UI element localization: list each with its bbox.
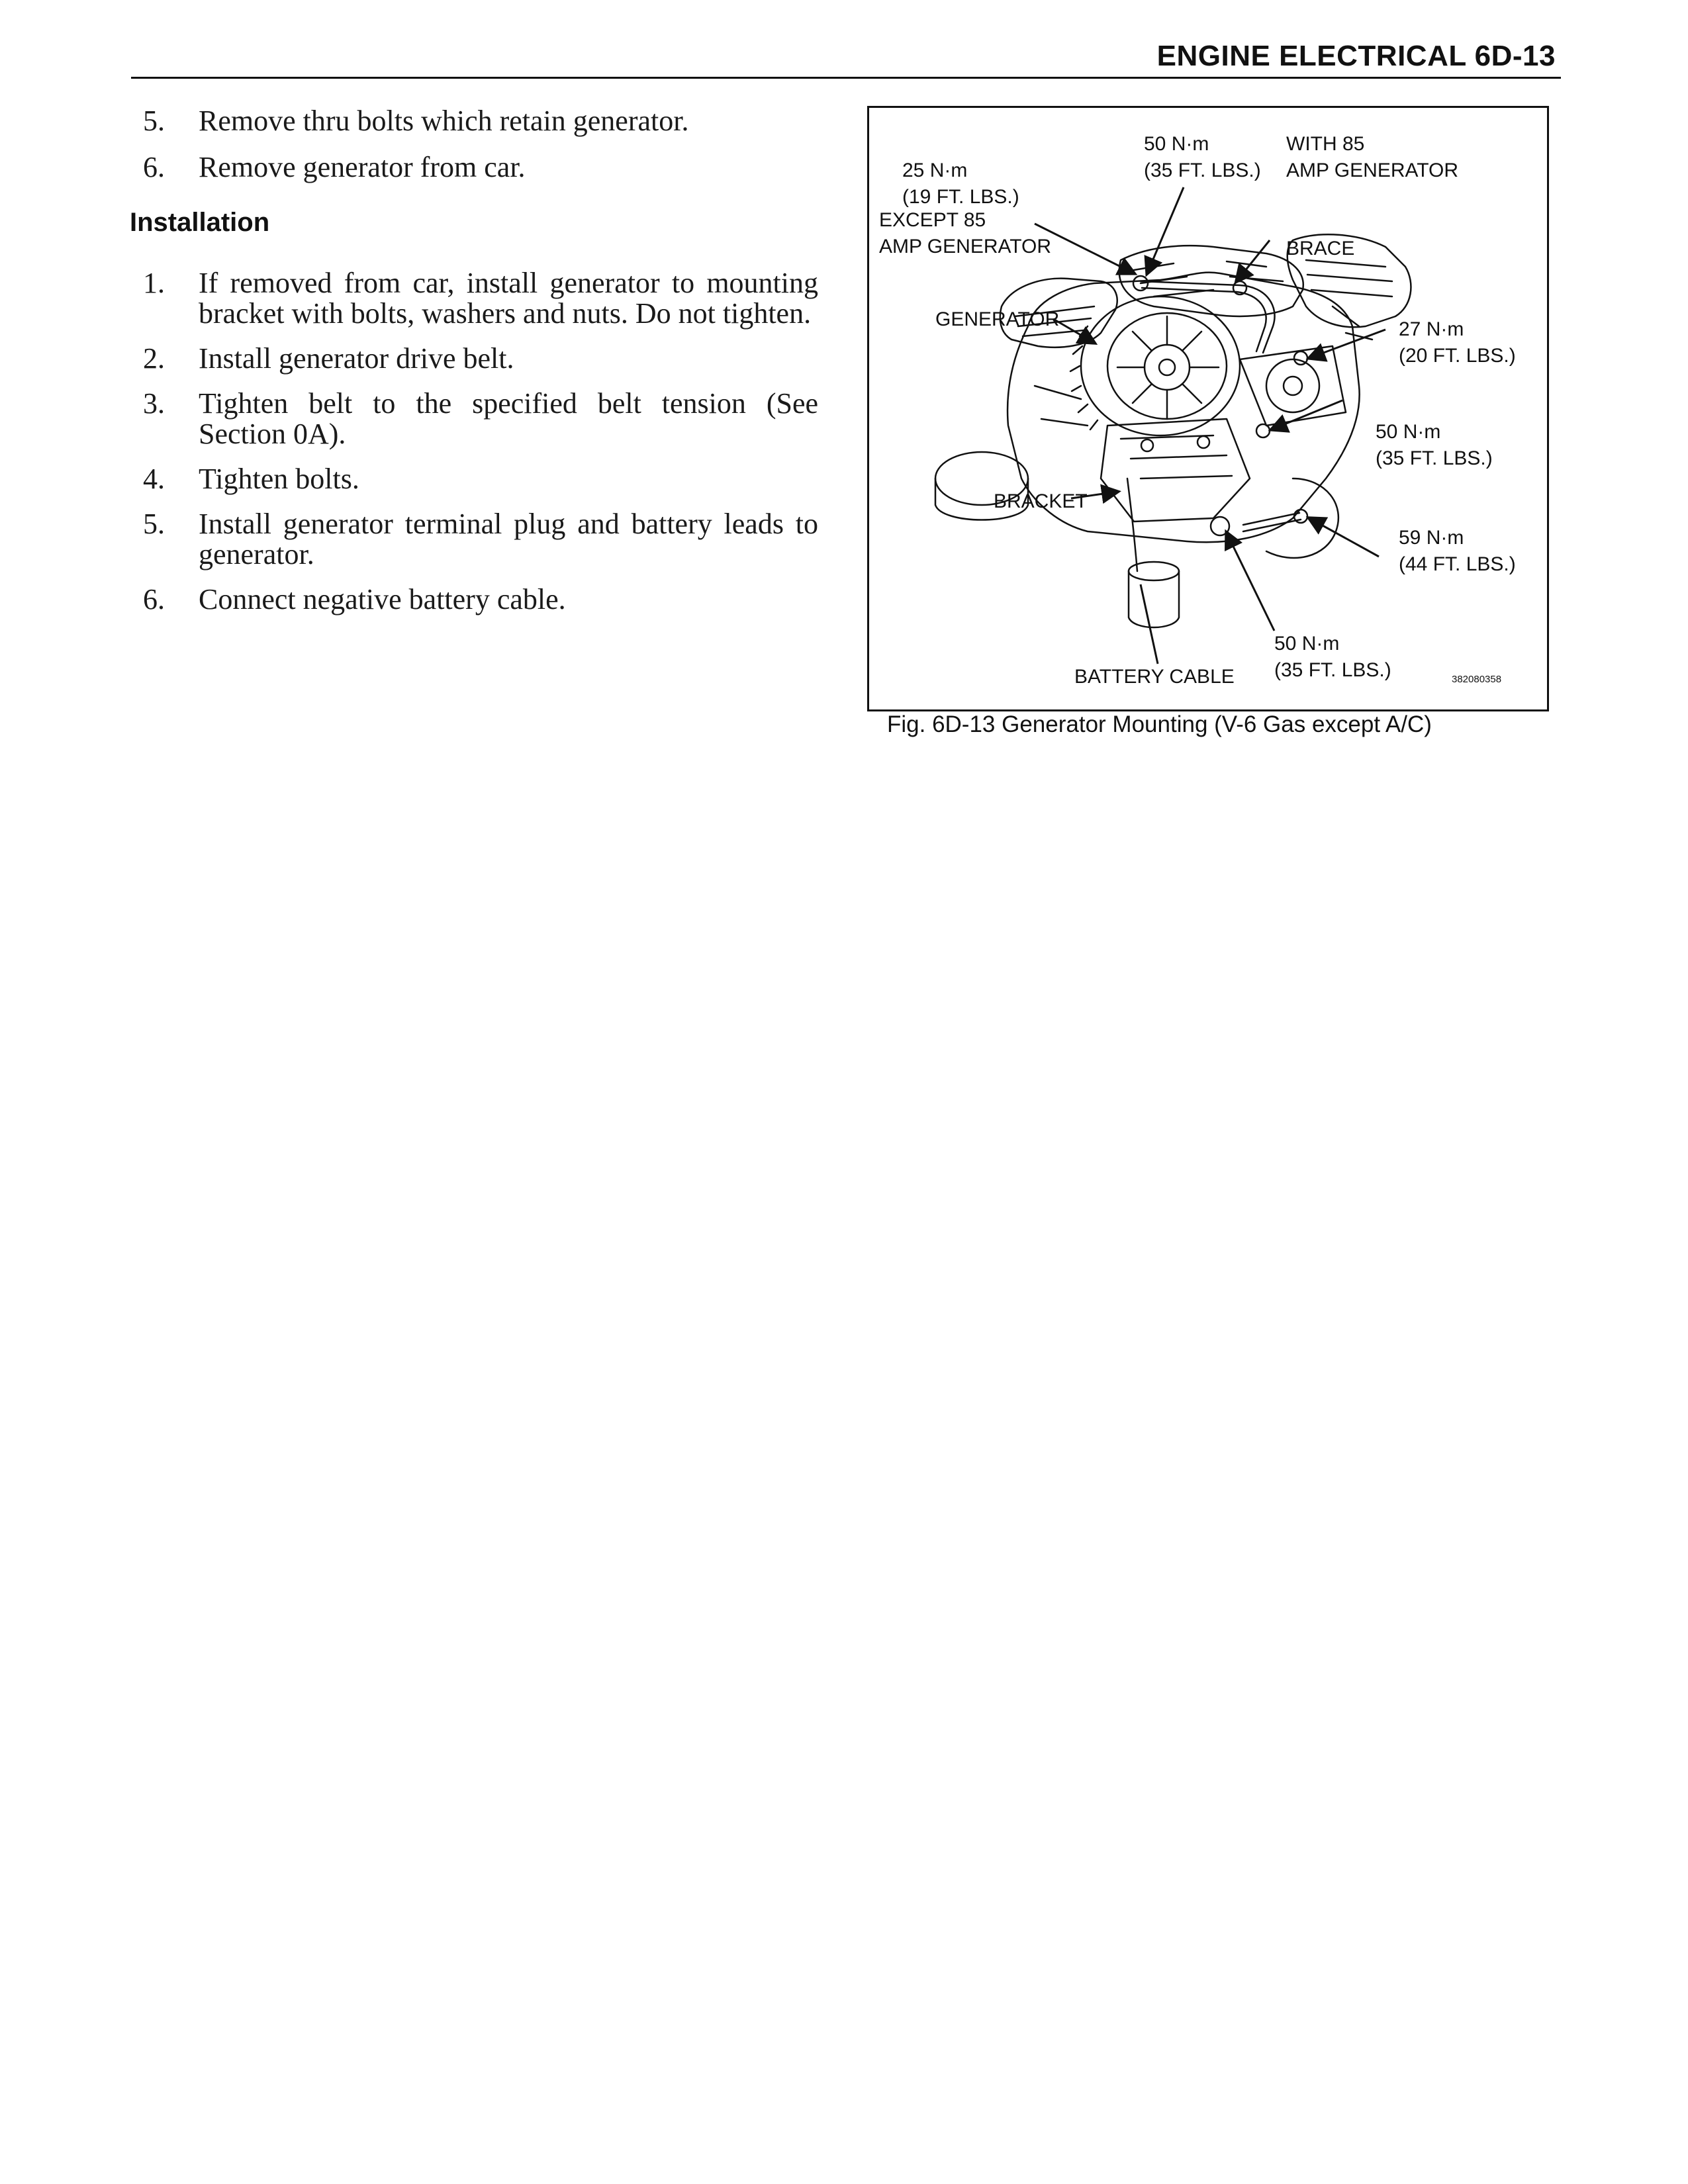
page-header-title: ENGINE ELECTRICAL 6D-13: [1156, 40, 1556, 72]
through-bolt-head: [1294, 510, 1307, 523]
valve-cover-right-ribs: [1306, 260, 1392, 296]
leader-battery-cable: [1141, 584, 1158, 664]
step-text: Install generator drive belt.: [199, 342, 514, 375]
installation-step-1: [130, 268, 818, 329]
step-text: Tighten belt to the specified belt tension (See Section 0A).: [199, 387, 818, 450]
bracket-bolt-1: [1141, 439, 1153, 451]
generator-housing: [1081, 296, 1240, 435]
right-27-bolt: [1294, 351, 1307, 365]
step-number: 5.: [143, 105, 165, 137]
lower-bracket-webs: [1121, 435, 1232, 478]
step-text: Install generator terminal plug and battery leads to generator.: [199, 508, 818, 570]
installation-heading: Installation: [130, 208, 270, 237]
figure-id-number: 382080358: [1452, 674, 1502, 685]
label-bracket: BRACKET: [994, 490, 1088, 512]
lower-50-nut: [1211, 517, 1229, 535]
leader-generator: [1055, 320, 1094, 343]
label-50nm-top-torque: 50 N·m (35 FT. LBS.): [1144, 133, 1261, 181]
removal-step-6: [130, 152, 818, 183]
step-number: 6.: [143, 151, 165, 183]
step-number: 2.: [143, 342, 165, 375]
label-with-85-amp: WITH 85 AMP GENERATOR: [1286, 133, 1459, 181]
leader-50nm-top: [1147, 187, 1184, 273]
procedure-column: [130, 106, 818, 629]
step-text: Tighten bolts.: [199, 463, 359, 495]
water-pump-hub: [1284, 377, 1302, 395]
label-50nm-right-torque: 50 N·m (35 FT. LBS.): [1376, 421, 1493, 469]
step-number: 1.: [143, 267, 165, 299]
generator-fan-blades: [1117, 316, 1219, 419]
removal-step-5: [130, 106, 818, 136]
removal-steps-continued: [130, 106, 818, 183]
label-generator: GENERATOR: [935, 308, 1060, 330]
label-50nm-bottom-torque: 50 N·m (35 FT. LBS.): [1274, 633, 1391, 681]
figure-generator-mounting: [867, 106, 1549, 711]
installation-step-6: [130, 584, 818, 615]
leader-brace: [1237, 240, 1270, 281]
long-through-bolt: [1243, 513, 1301, 531]
step-text: Remove thru bolts which retain generator.: [199, 105, 689, 137]
label-25nm-torque: 25 N·m (19 FT. LBS.): [902, 159, 1019, 208]
header-rule: [131, 77, 1561, 79]
installation-step-5: [130, 509, 818, 570]
step-number: 3.: [143, 387, 165, 420]
right-50-bolt: [1256, 424, 1270, 437]
water-pump-pulley: [1266, 359, 1319, 412]
step-text: If removed from car, install generator to mounting bracket with bolts, washers and nuts. Do not tighten.: [199, 267, 818, 330]
right-bracket-plate: [1240, 346, 1346, 426]
bracket-bolt-2: [1197, 436, 1209, 448]
step-text: Remove generator from car.: [199, 151, 526, 183]
figure-caption: Fig. 6D-13 Generator Mounting (V-6 Gas except A/C): [887, 711, 1432, 737]
label-battery-cable: BATTERY CABLE: [1074, 666, 1235, 688]
brace-rod: [1141, 281, 1275, 353]
step-number: 5.: [143, 508, 165, 540]
generator-pulley: [1145, 345, 1190, 390]
brace-rod-inner: [1142, 288, 1266, 351]
step-text: Connect negative battery cable.: [199, 583, 566, 615]
label-27nm-torque: 27 N·m (20 FT. LBS.): [1399, 318, 1516, 367]
battery-cable: [1127, 478, 1137, 571]
label-59nm-torque: 59 N·m (44 FT. LBS.): [1399, 527, 1516, 575]
label-brace: BRACE: [1286, 238, 1355, 259]
generator-pulley-hub: [1159, 359, 1175, 375]
leader-50nm-bottom: [1227, 533, 1274, 631]
step-number: 6.: [143, 583, 165, 615]
installation-step-2: [130, 343, 818, 374]
step-number: 4.: [143, 463, 165, 495]
installation-step-4: [130, 464, 818, 494]
installation-steps: [130, 268, 818, 615]
installation-step-3: [130, 388, 818, 449]
label-except-85-amp: EXCEPT 85 AMP GENERATOR: [879, 209, 1052, 257]
